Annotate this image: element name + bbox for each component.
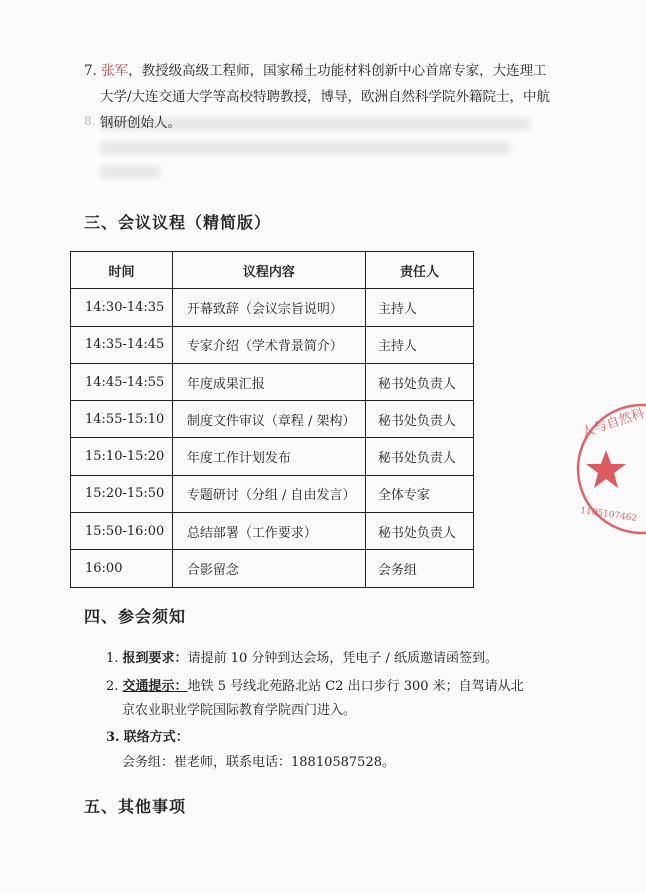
table-row	[71, 550, 474, 587]
cell-time: 15:50-16:00	[71, 513, 173, 550]
cell-owner: 秘书处负责人	[365, 438, 473, 475]
item-number: 7.	[84, 63, 97, 79]
cell-content: 专家介绍（学术背景简介）	[172, 326, 365, 363]
cell-content: 年度工作计划发布	[172, 438, 365, 475]
table-row	[71, 401, 474, 438]
notice-text: 地铁 5 号线北苑路北站 C2 出口步行 300 米；自驾请从北	[187, 679, 524, 694]
faded-text-line	[100, 166, 160, 178]
speaker-bio-line1: ，教授级高级工程师，国家稀土功能材料创新中心首席专家，大连理工	[128, 63, 547, 79]
cell-content: 专题研讨（分组 / 自由发言）	[172, 475, 365, 512]
seal-text-bottom: 1105107462	[579, 506, 638, 524]
notice-number: 3.	[106, 730, 120, 745]
cell-owner: 秘书处负责人	[365, 401, 473, 438]
cell-owner: 秘书处负责人	[365, 513, 473, 550]
cell-owner: 全体专家	[365, 475, 473, 512]
notice-number: 2.	[106, 679, 119, 694]
cell-content: 总结部署（工作要求）	[172, 513, 365, 550]
table-row	[71, 475, 474, 512]
notice-item-1	[106, 647, 498, 666]
speaker-bio-line3: 钢研创始人。	[100, 115, 181, 131]
table-row	[71, 438, 474, 475]
table-row	[71, 326, 474, 363]
cell-time: 14:35-14:45	[71, 326, 173, 363]
notice-item-2	[106, 675, 524, 694]
speaker-bio-line2: 大学/大连交通大学等高校特聘教授，博导，欧洲自然科学院外籍院士，中航	[100, 89, 551, 105]
cell-time: 15:10-15:20	[71, 438, 173, 475]
cell-content: 年度成果汇报	[172, 363, 365, 400]
notice-label: 交通提示：	[122, 679, 188, 694]
section-title-agenda: 三、会议议程（精简版）	[84, 213, 272, 232]
cell-owner: 主持人	[365, 289, 473, 326]
cell-content: 制度文件审议（章程 / 架构）	[172, 401, 365, 438]
cell-time: 14:30-14:35	[71, 289, 173, 326]
agenda-table	[70, 251, 474, 588]
cell-owner: 会务组	[365, 550, 473, 587]
cell-time: 14:45-14:55	[71, 363, 173, 400]
speaker-name: 张军	[101, 63, 129, 79]
cell-owner: 秘书处负责人	[365, 363, 473, 400]
header-time: 时间	[71, 252, 173, 289]
cell-content: 合影留念	[172, 550, 365, 587]
section-title-other: 五、其他事项	[84, 797, 187, 816]
table-row	[71, 363, 474, 400]
header-content: 议程内容	[172, 252, 365, 289]
official-seal	[572, 398, 646, 540]
seal-text-top: 人与自然科	[579, 406, 646, 441]
cell-time: 16:00	[71, 550, 173, 587]
agenda-header-row	[71, 252, 474, 289]
cell-time: 14:55-15:10	[71, 401, 173, 438]
notice-item-3	[106, 726, 189, 745]
section-title-notice: 四、参会须知	[84, 607, 187, 626]
faded-item-number: 8.	[84, 114, 96, 128]
notice-label: 报到要求：	[122, 651, 188, 666]
cell-time: 15:20-15:50	[71, 475, 173, 512]
notice-text: 请提前 10 分钟到达会场，凭电子 / 纸质邀请函签到。	[187, 651, 499, 666]
notice-label: 联络方式：	[123, 730, 189, 745]
notice-number: 1.	[106, 651, 119, 666]
header-owner: 责任人	[365, 252, 473, 289]
cell-content: 开幕致辞（会议宗旨说明）	[172, 289, 365, 326]
notice-text-continued: 京农业职业学院国际教育学院西门进入。	[122, 703, 357, 718]
seal-star-icon	[586, 450, 626, 488]
contact-info: 会务组：崔老师，联系电话：18810587528。	[122, 755, 395, 770]
table-row	[71, 289, 474, 326]
table-row	[71, 513, 474, 550]
faded-text-line	[100, 118, 530, 130]
faded-text-line	[100, 142, 510, 154]
cell-owner: 主持人	[365, 326, 473, 363]
